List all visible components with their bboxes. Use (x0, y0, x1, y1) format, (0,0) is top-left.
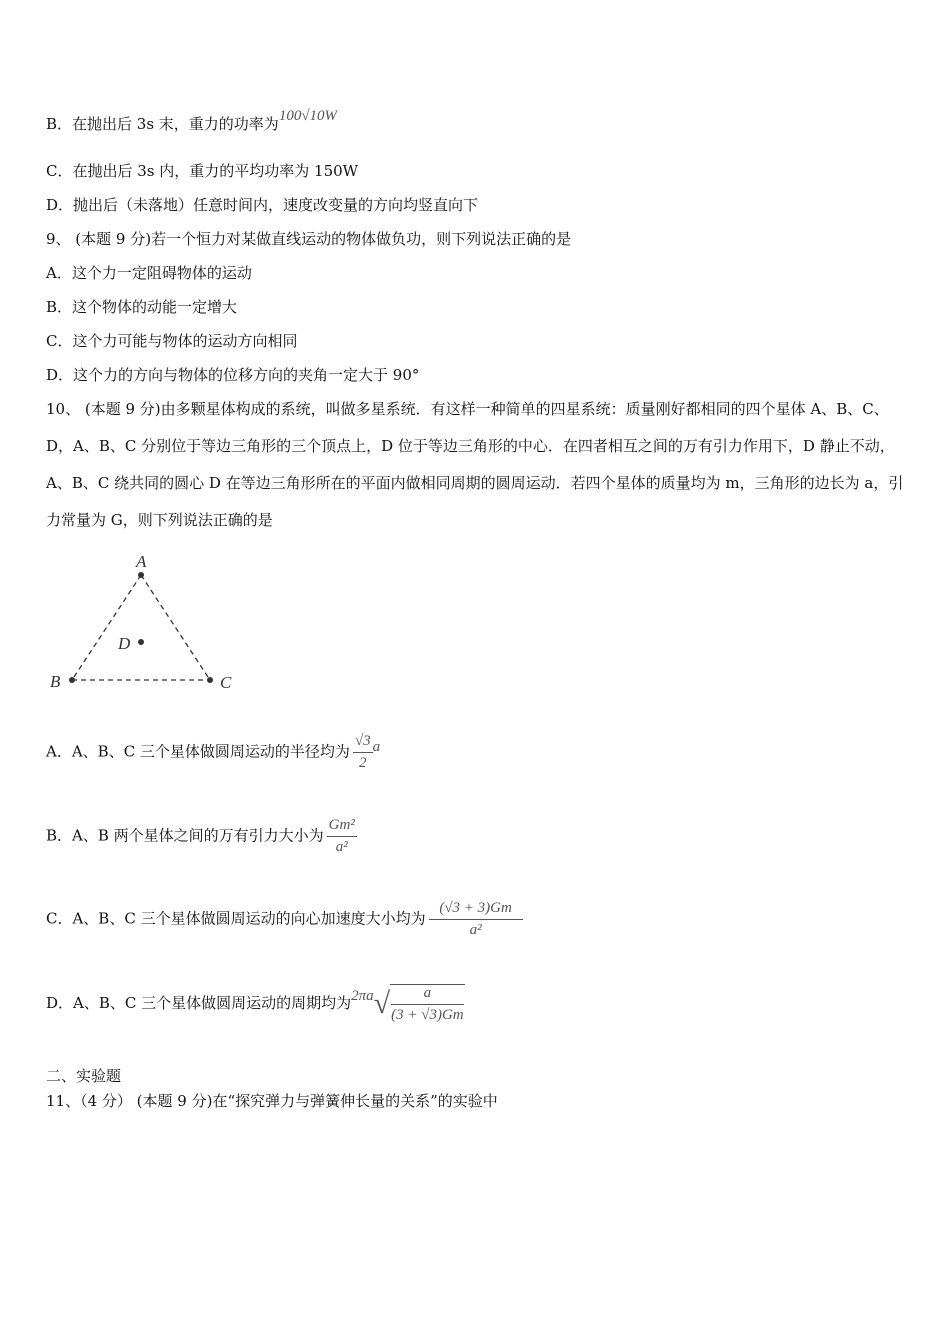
q8-option-c: C．在抛出后 3s 内，重力的平均功率为 150W (46, 162, 359, 180)
q10-option-d-fraction (390, 984, 465, 1024)
q8-option-d: D．抛出后（未落地）任意时间内，速度改变量的方向均竖直向下 (46, 196, 479, 214)
q8-option-b-formula: 100√10W (278, 108, 338, 124)
q10-option-a-denominator: 2 (359, 755, 367, 771)
star-b (69, 677, 75, 683)
q11-stem: 11、（4 分） (本题 9 分)在“探究弹力与弹簧伸长量的关系”的实验中 (46, 1092, 498, 1110)
q10-option-a-numerator: √3 (353, 733, 373, 753)
side-ab (72, 575, 141, 680)
q10-option-d-denominator: (3 + √3)Gm (391, 1007, 464, 1023)
q9-option-a: A．这个力一定阻碍物体的运动 (46, 264, 252, 282)
q10-triangle-figure (40, 545, 250, 705)
q8-option-b (46, 108, 338, 135)
label-b: B (50, 672, 61, 691)
section-title: 二、实验题 (46, 1067, 122, 1085)
q10-option-d-numerator: a (391, 985, 464, 1005)
q10-option-d (46, 984, 465, 1024)
q10-option-d-prefix: 2πa (351, 988, 374, 1004)
q10-option-b-numerator: Gm² (327, 817, 357, 837)
q10-option-b-fraction (327, 817, 357, 856)
q10-option-a (46, 733, 380, 772)
q8-option-b-text: B．在抛出后 3s 末，重力的功率为 (46, 115, 279, 133)
q9-option-d: D．这个力的方向与物体的位移方向的夹角一定大于 90° (46, 366, 420, 384)
q10-option-c (46, 900, 523, 939)
q10-option-c-numerator: (√3 + 3)Gm (429, 900, 523, 920)
label-a: A (136, 552, 147, 571)
q10-option-b-text: B．A、B 两个星体之间的万有引力大小为 (46, 826, 324, 845)
label-c: C (220, 673, 232, 692)
q10-option-d-radical: √ (373, 987, 391, 1020)
q10-stem: 10、 (本题 9 分)由多颗星体构成的系统，叫做多星系统．有这样一种简单的四星系统：质量刚好都相同的四个星体 A、B、C、D，A、B、C 分别位于等边三角形的三个顶点上，D 位于等边三角形的中心．在四者相互之间的万有引力作用下，D 静止不动，A、B、C 绕共同的圆心 D 在等边三角形所在的平面内做相同周期的圆周运动．若四个星体的质量均为 m，三角形的边长为 a，引力常量为 G，则下列说法正确的是 (46, 400, 904, 529)
q10-option-a-text: A．A、B、C 三个星体做圆周运动的半径均为 (46, 742, 350, 761)
q9-stem: 9、 (本题 9 分)若一个恒力对某做直线运动的物体做负功，则下列说法正确的是 (46, 230, 572, 248)
q10-option-c-denominator: a² (469, 922, 482, 938)
q10-option-b-denominator: a² (335, 839, 348, 855)
star-a (138, 572, 144, 578)
q10-option-a-tail: a (372, 738, 381, 755)
q10-option-c-fraction (429, 900, 523, 939)
side-ac (141, 575, 210, 680)
q9-option-c: C．这个力可能与物体的运动方向相同 (46, 332, 298, 350)
label-d: D (118, 634, 131, 653)
q10-option-d-text: D．A、B、C 三个星体做圆周运动的周期均为 (46, 994, 352, 1012)
q10-option-b (46, 817, 357, 856)
q9-option-b: B．这个物体的动能一定增大 (46, 298, 238, 316)
star-c (207, 677, 213, 683)
q10-option-c-text: C．A、B、C 三个星体做圆周运动的向心加速度大小均为 (46, 909, 426, 928)
star-d (138, 639, 144, 645)
q10-option-a-fraction (353, 733, 373, 772)
